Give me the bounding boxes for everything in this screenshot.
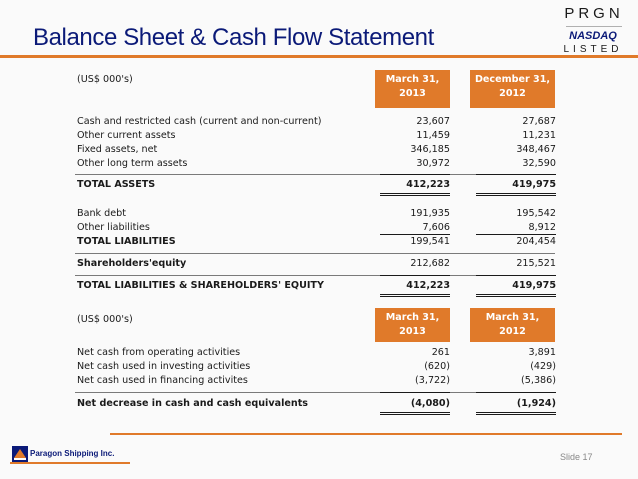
balance-col2-header (470, 70, 555, 108)
asset-row-label: Cash and restricted cash (current and non-current) (77, 116, 322, 127)
logo-divider (566, 26, 622, 27)
asset-row-v1: 346,185 (410, 144, 450, 155)
cashflow-row-v1: 261 (431, 347, 450, 358)
total-double-rule (476, 193, 556, 196)
total-double-rule (476, 294, 556, 297)
total-assets-v1: 412,223 (406, 179, 450, 190)
liability-row-v1: 7,606 (422, 222, 450, 233)
liability-row-v1: 191,935 (410, 208, 450, 219)
liability-row-label: Bank debt (77, 208, 126, 219)
total-double-rule (380, 412, 450, 415)
balance-unit-label: (US$ 000's) (77, 74, 133, 85)
total-assets-v2: 419,975 (512, 179, 556, 190)
title-divider (0, 55, 638, 58)
cashflow-row-v2: (5,386) (521, 375, 556, 386)
row-divider (75, 253, 555, 254)
asset-row-v1: 11,459 (416, 130, 450, 141)
nasdaq-logo: NASDAQ (569, 30, 617, 42)
equity-v2: 215,521 (516, 258, 556, 269)
equity-label: Shareholders'equity (77, 258, 187, 269)
cashflow-row-v2: 3,891 (528, 347, 556, 358)
cashflow-row-label: Net cash used in financing activites (77, 375, 248, 386)
total-assets-label: TOTAL ASSETS (77, 179, 156, 190)
total-liabilities-label: TOTAL LIABILITIES (77, 236, 176, 247)
asset-row-v2: 348,467 (516, 144, 556, 155)
total-liabilities-v1: 199,541 (410, 236, 450, 247)
subtotal-rule (476, 392, 556, 393)
liability-row-v2: 195,542 (516, 208, 556, 219)
balance-col2-line2: 2012 (499, 88, 526, 99)
asset-row-v2: 11,231 (522, 130, 556, 141)
subtotal-rule (476, 174, 556, 175)
asset-row-v1: 30,972 (416, 158, 450, 169)
net-cash-label: Net decrease in cash and cash equivalents (77, 398, 308, 409)
total-le-label: TOTAL LIABILITIES & SHAREHOLDERS' EQUITY (77, 280, 324, 291)
balance-col1-line1: March 31, (385, 74, 440, 85)
paragon-logo-icon (12, 446, 28, 462)
cashflow-row-v1: (3,722) (415, 375, 450, 386)
cashflow-unit-label: (US$ 000's) (77, 314, 133, 325)
slide-number: Slide 17 (560, 452, 593, 462)
cashflow-col2-header (470, 308, 555, 342)
cashflow-row-v2: (429) (530, 361, 556, 372)
total-liabilities-v2: 204,454 (516, 236, 556, 247)
asset-row-v2: 32,590 (522, 158, 556, 169)
asset-row-label: Other long term assets (77, 158, 188, 169)
total-double-rule (380, 294, 450, 297)
liability-row-label: Other liabilities (77, 222, 150, 233)
asset-row-v2: 27,687 (522, 116, 556, 127)
cashflow-row-label: Net cash from operating activities (77, 347, 241, 358)
company-name: Paragon Shipping Inc. (30, 449, 115, 458)
page-title: Balance Sheet & Cash Flow Statement (33, 24, 434, 51)
balance-col1-header (375, 70, 450, 108)
cashflow-col1-header (375, 308, 450, 342)
subtotal-rule (380, 392, 450, 393)
cashflow-col1-line2: 2013 (399, 326, 426, 337)
cashflow-row-v1: (620) (424, 361, 450, 372)
balance-col2-line1: December 31, (474, 74, 551, 85)
prgn-logo: PRGN (564, 5, 624, 22)
cashflow-col2-line2: 2012 (499, 326, 526, 337)
cashflow-row-label: Net cash used in investing activities (77, 361, 251, 372)
footer-divider (110, 433, 622, 435)
equity-v1: 212,682 (410, 258, 450, 269)
asset-row-v1: 23,607 (416, 116, 450, 127)
company-underline (10, 462, 130, 464)
cashflow-col1-line1: March 31, (385, 312, 440, 323)
total-le-v1: 412,223 (406, 280, 450, 291)
total-double-rule (380, 193, 450, 196)
liability-row-v2: 8,912 (528, 222, 556, 233)
listed-label: LISTED (563, 44, 623, 55)
subtotal-rule (380, 174, 450, 175)
net-cash-v2: (1,924) (516, 398, 556, 409)
net-cash-v1: (4,080) (410, 398, 450, 409)
total-double-rule (476, 412, 556, 415)
cashflow-col2-line1: March 31, (485, 312, 540, 323)
balance-col1-line2: 2013 (399, 88, 426, 99)
subtotal-rule (476, 275, 556, 276)
asset-row-label: Fixed assets, net (77, 144, 158, 155)
asset-row-label: Other current assets (77, 130, 176, 141)
total-le-v2: 419,975 (512, 280, 556, 291)
subtotal-rule (380, 275, 450, 276)
